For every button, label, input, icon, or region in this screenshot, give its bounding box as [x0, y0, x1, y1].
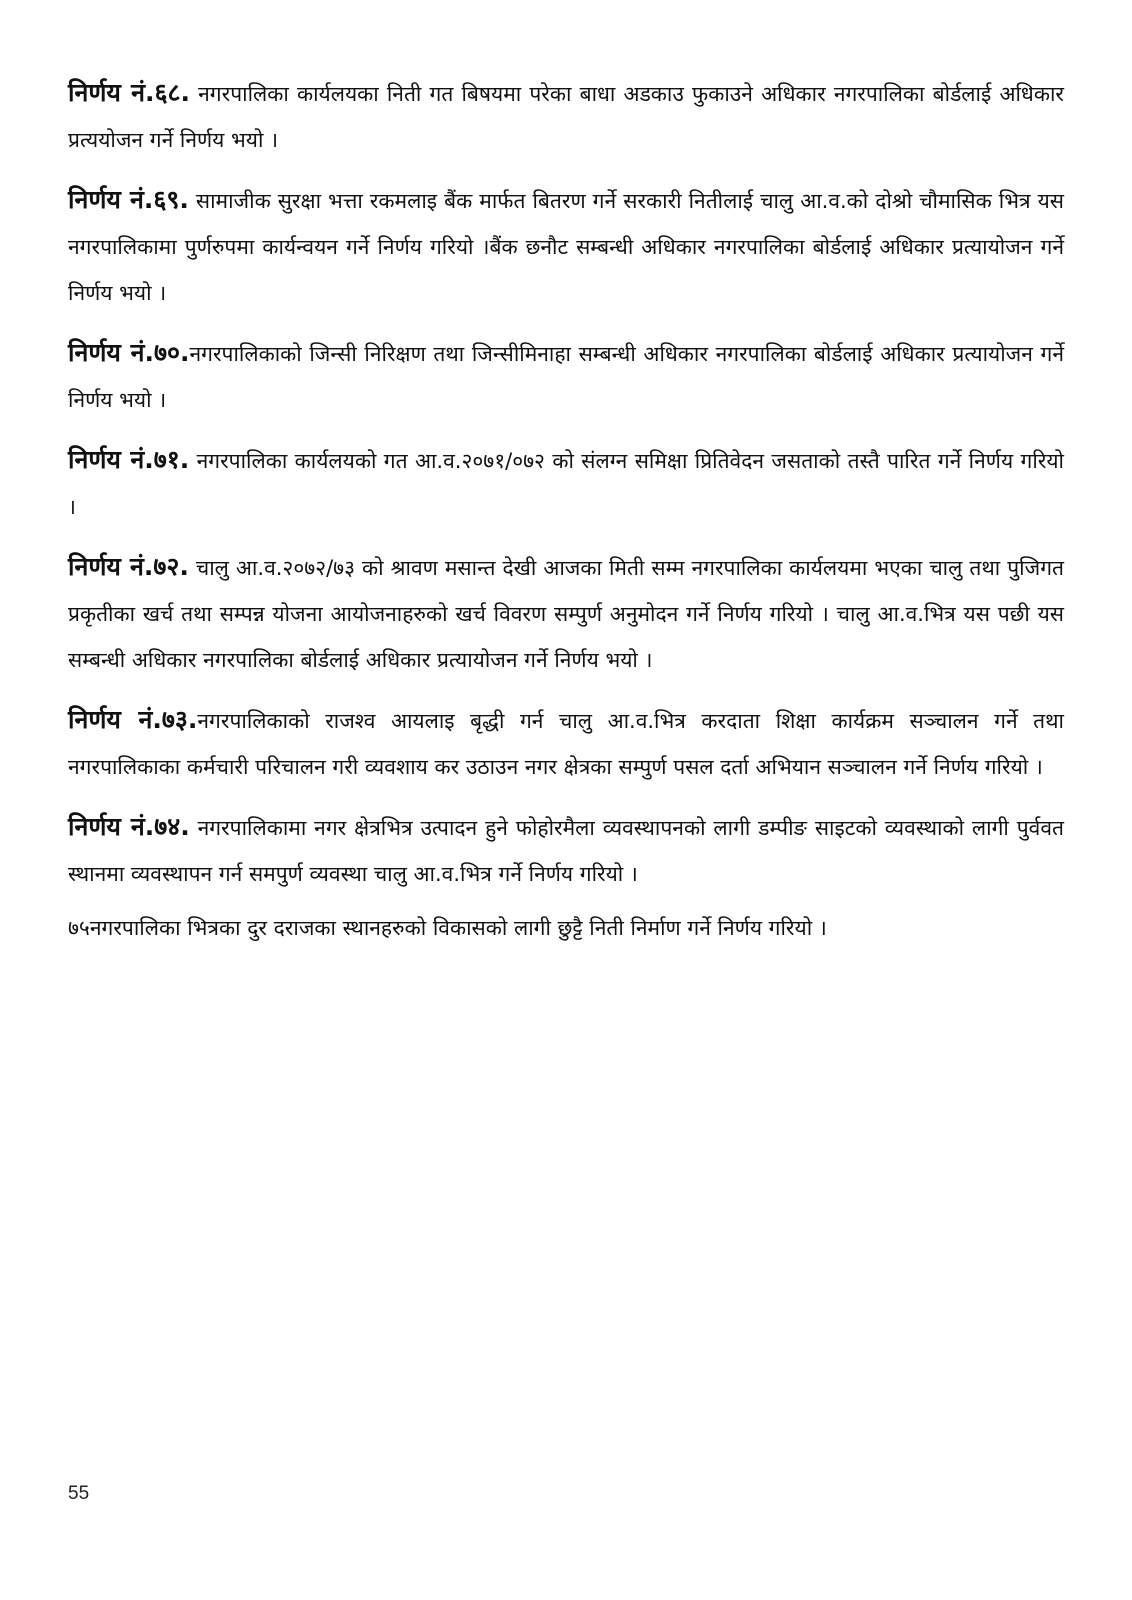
page-number: 55: [68, 1483, 90, 1504]
decision-69: [68, 177, 1064, 316]
decision-73: [68, 697, 1064, 790]
decision-text: नगरपालिका कार्यलयको गत आ.व.२०७१/०७२ को संलग्न समिक्षा प्रितिवेदन जसताको तस्तै पारित गर्ने निर्णय गरियो ।: [68, 449, 1064, 519]
decision-text: नगरपालिकामा नगर क्षेत्रभित्र उत्पादन हुने फोहोरमैला व्यवस्थापनको लागी डम्पीङ साइटको व्यवस्थाको लागी पुर्ववत स्थानमा व्यवस्थापन गर्न समपुर्ण व्यवस्था चालु आ.व.भित्र गर्ने निर्णय गरियो ।: [68, 816, 1064, 886]
decision-number: निर्णय नं.७२.: [68, 552, 189, 581]
decision-71: [68, 437, 1064, 530]
decision-74: [68, 804, 1064, 897]
decision-text: ७५नगरपालिका भित्रका दुर दराजका स्थानहरुको विकासको लागी छुट्टै निती निर्माण गर्ने निर्णय गरियो ।: [68, 916, 827, 940]
decision-number: निर्णय नं.६८.: [68, 78, 190, 107]
decision-number: निर्णय नं.६९.: [68, 185, 189, 214]
decision-68: [68, 70, 1064, 163]
decision-text: चालु आ.व.२०७२/७३ को श्रावण मसान्त देखी आजका मिती सम्म नगरपालिका कार्यलयमा भएका चालु तथा पुजिगत प्रकृतीका खर्च तथा सम्पन्न योजना आयोजनाहरुको खर्च विवरण सम्पुर्ण अनुमोदन गर्ने निर्णय गरियो । चालु आ.व.भित्र यस पछी यस सम्बन्धी अधिकार नगरपालिका बोर्डलाई अधिकार प्रत्यायोजन गर्ने निर्णय भयो ।: [68, 556, 1064, 672]
decision-number: निर्णय नं.७०.: [68, 338, 190, 367]
decision-text: नगरपालिकाको राजश्व आयलाइ बृद्धी गर्न चालु आ.व.भित्र करदाता शिक्षा कार्यक्रम सञ्चालन गर्ने तथा नगरपालिकाका कर्मचारी परिचालन गरी व्यवशाय कर उठाउन नगर क्षेत्रका सम्पुर्ण पसल दर्ता अभियान सञ्चालन गर्ने निर्णय गरियो ।: [68, 709, 1064, 779]
document-body: [68, 70, 1064, 965]
decision-text: नगरपालिकाको जिन्सी निरिक्षण तथा जिन्सीमिनाहा सम्बन्धी अधिकार नगरपालिका बोर्डलाई अधिकार प्रत्यायोजन गर्ने निर्णय भयो ।: [68, 342, 1065, 412]
decision-text: नगरपालिका कार्यलयका निती गत बिषयमा परेका बाधा अडकाउ फुकाउने अधिकार नगरपालिका बोर्डलाई अधिकार प्रत्ययोजन गर्ने निर्णय भयो ।: [68, 82, 1065, 152]
decision-70: [68, 330, 1064, 423]
decision-75: [68, 905, 1064, 951]
decision-72: [68, 544, 1064, 683]
decision-number: निर्णय नं.७४.: [68, 812, 190, 841]
decision-number: निर्णय नं.७१.: [68, 445, 190, 474]
decision-text: सामाजीक सुरक्षा भत्ता रकमलाइ बैंक मार्फत बितरण गर्ने सरकारी नितीलाई चालु आ.व.को दोश्रो चौमासिक भित्र यस नगरपालिकामा पुर्णरुपमा कार्यन्वयन गर्ने निर्णय गरियो ।बैंक छनौट सम्बन्धी अधिकार नगरपालिका बोर्डलाई अधिकार प्रत्यायोजन गर्ने निर्णय भयो ।: [68, 189, 1065, 305]
decision-number: निर्णय नं.७३.: [68, 705, 198, 734]
